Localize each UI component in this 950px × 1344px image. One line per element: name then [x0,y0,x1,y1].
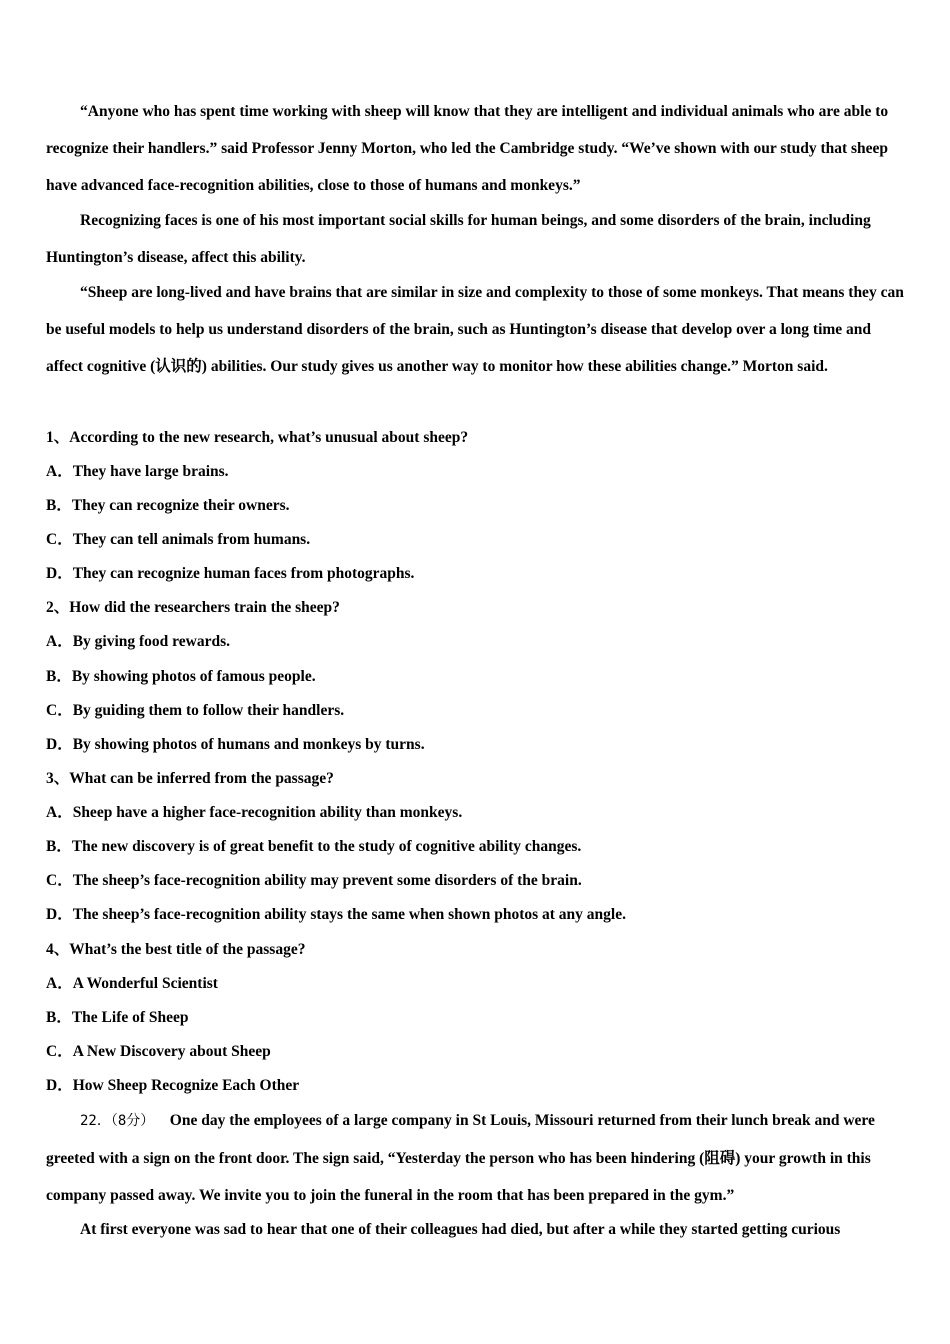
question-1-stem: 1、According to the new research, what’s unusual about sheep? [46,429,469,446]
section-22-paragraph-1 [46,1102,906,1214]
question-2-option-d: D．By showing photos of humans and monkeys by turns. [46,736,425,753]
question-2-option-c: C．By guiding them to follow their handlers. [46,702,345,719]
question-3-option-d: D．The sheep’s face-recognition ability stays the same when shown photos at any angle. [46,906,626,923]
passage-text: “Sheep are long-lived and have brains that are similar in size and complexity to those of some monkeys. That means they can be useful models to help us understand disorders of the brain, such as Huntington’s disease that develop over a long time and affect cognitive (认识的) abilities. Our study gives us another way to monitor how these abilities change.” Morton said. [46,284,904,375]
section-text: One day the employees of a large company in St Louis, Missouri returned from their lunch break and were greeted with a sign on the front door. The sign said, “Yesterday the person who has been hindering (阻碍) your growth in this company passed away. We invite you to join the funeral in the room that has been prepared in the gym.” [46,1112,875,1204]
question-4-option-a: A．A Wonderful Scientist [46,975,218,992]
question-2-option-b: B．By showing photos of famous people. [46,668,316,685]
question-1-option-c: C．They can tell animals from humans. [46,531,311,548]
passage-text: “Anyone who has spent time working with sheep will know that they are intelligent and individual animals who are able to recognize their handlers.” said Professor Jenny Morton, who led the Cambridge study. “We’ve shown with our study that sheep have advanced face-recognition abilities, close to those of humans and monkeys.” [46,103,889,194]
question-4-option-d: D．How Sheep Recognize Each Other [46,1077,300,1094]
question-3-option-b: B．The new discovery is of great benefit to the study of cognitive ability changes. [46,838,582,855]
section-22-paragraph-2 [46,1211,906,1248]
question-4-option-b: B．The Life of Sheep [46,1009,189,1026]
question-4-option-c: C．A New Discovery about Sheep [46,1043,271,1060]
section-number: 22．（8分） [80,1113,155,1129]
question-4-stem: 4、What’s the best title of the passage? [46,941,306,958]
passage-paragraph-1 [46,93,906,204]
question-2-stem: 2、How did the researchers train the sheep? [46,599,340,616]
question-3-option-a: A．Sheep have a higher face-recognition ability than monkeys. [46,804,463,821]
question-3-option-c: C．The sheep’s face-recognition ability may prevent some disorders of the brain. [46,872,582,889]
question-1-option-d: D．They can recognize human faces from photographs. [46,565,415,582]
question-1-option-b: B．They can recognize their owners. [46,497,290,514]
question-1-option-a: A．They have large brains. [46,463,229,480]
passage-text: Recognizing faces is one of his most important social skills for human beings, and some disorders of the brain, including Huntington’s disease, affect this ability. [46,212,871,266]
question-2-option-a: A．By giving food rewards. [46,633,231,650]
passage-paragraph-3 [46,274,906,385]
section-text: At first everyone was sad to hear that one of their colleagues had died, but after a while they started getting curious [80,1221,841,1238]
question-3-stem: 3、What can be inferred from the passage? [46,770,334,787]
passage-paragraph-2 [46,202,906,276]
